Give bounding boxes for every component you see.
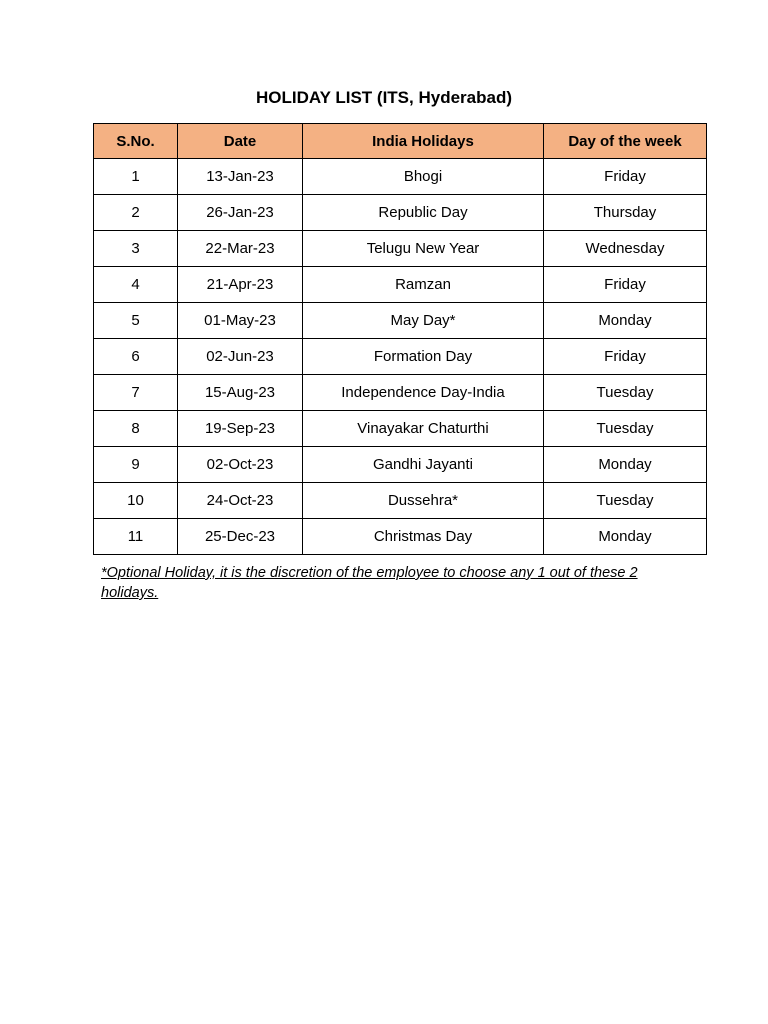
cell-day: Friday [544, 159, 707, 195]
table-row [94, 375, 707, 411]
header-day: Day of the week [544, 124, 707, 159]
cell-day: Monday [544, 447, 707, 483]
cell-sno: 1 [94, 159, 178, 195]
cell-holiday: Dussehra* [303, 483, 544, 519]
cell-day: Thursday [544, 195, 707, 231]
optional-holiday-footnote: *Optional Holiday, it is the discretion of the employee to choose any 1 out of these 2 holidays. [101, 565, 638, 601]
cell-date: 01-May-23 [178, 303, 303, 339]
cell-sno: 11 [94, 519, 178, 555]
cell-date: 19-Sep-23 [178, 411, 303, 447]
cell-date: 02-Oct-23 [178, 447, 303, 483]
cell-date: 26-Jan-23 [178, 195, 303, 231]
cell-day: Friday [544, 339, 707, 375]
cell-sno: 3 [94, 231, 178, 267]
table-row [94, 159, 707, 195]
cell-date: 13-Jan-23 [178, 159, 303, 195]
cell-holiday: Gandhi Jayanti [303, 447, 544, 483]
cell-holiday: May Day* [303, 303, 544, 339]
cell-holiday: Independence Day-India [303, 375, 544, 411]
cell-holiday: Telugu New Year [303, 231, 544, 267]
holiday-table [93, 123, 707, 555]
cell-sno: 4 [94, 267, 178, 303]
table-row [94, 339, 707, 375]
cell-day: Monday [544, 519, 707, 555]
table-row [94, 267, 707, 303]
cell-holiday: Ramzan [303, 267, 544, 303]
cell-date: 22-Mar-23 [178, 231, 303, 267]
cell-date: 24-Oct-23 [178, 483, 303, 519]
table-row [94, 519, 707, 555]
table-row [94, 483, 707, 519]
page-title: HOLIDAY LIST (ITS, Hyderabad) [256, 88, 512, 107]
header-date: Date [178, 124, 303, 159]
cell-sno: 7 [94, 375, 178, 411]
table-row [94, 195, 707, 231]
cell-day: Monday [544, 303, 707, 339]
cell-day: Tuesday [544, 411, 707, 447]
cell-holiday: Formation Day [303, 339, 544, 375]
cell-day: Tuesday [544, 483, 707, 519]
cell-date: 15-Aug-23 [178, 375, 303, 411]
cell-holiday: Bhogi [303, 159, 544, 195]
cell-holiday: Vinayakar Chaturthi [303, 411, 544, 447]
cell-day: Tuesday [544, 375, 707, 411]
header-holiday: India Holidays [303, 124, 544, 159]
table-row [94, 411, 707, 447]
cell-sno: 5 [94, 303, 178, 339]
cell-sno: 9 [94, 447, 178, 483]
cell-sno: 10 [94, 483, 178, 519]
cell-date: 02-Jun-23 [178, 339, 303, 375]
table-row [94, 303, 707, 339]
cell-day: Friday [544, 267, 707, 303]
cell-day: Wednesday [544, 231, 707, 267]
cell-date: 21-Apr-23 [178, 267, 303, 303]
header-sno: S.No. [94, 124, 178, 159]
cell-sno: 8 [94, 411, 178, 447]
table-row [94, 231, 707, 267]
cell-sno: 2 [94, 195, 178, 231]
cell-date: 25-Dec-23 [178, 519, 303, 555]
cell-holiday: Republic Day [303, 195, 544, 231]
table-row [94, 447, 707, 483]
cell-sno: 6 [94, 339, 178, 375]
table-header-row [94, 124, 707, 159]
cell-holiday: Christmas Day [303, 519, 544, 555]
